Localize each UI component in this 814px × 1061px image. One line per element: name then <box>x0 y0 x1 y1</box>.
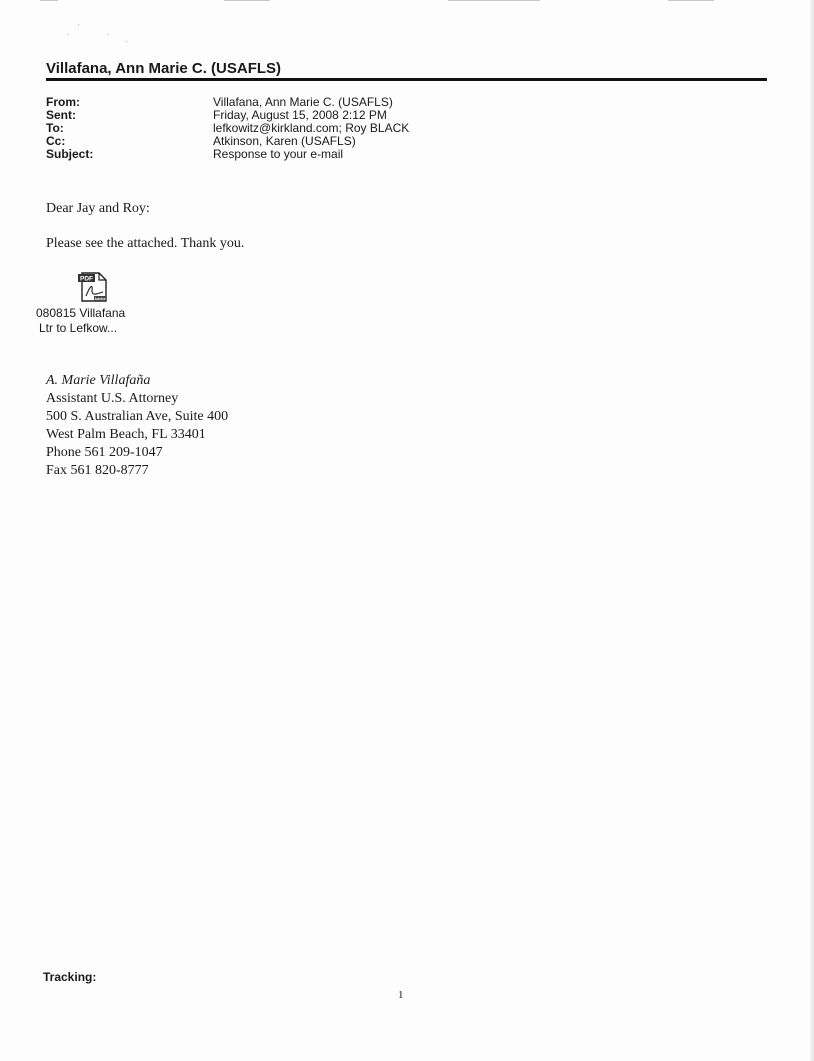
cc-value: Atkinson, Karen (USAFLS) <box>213 134 356 148</box>
cc-label: Cc: <box>46 134 66 148</box>
to-label: To: <box>46 121 64 135</box>
page-number: 1 <box>398 989 404 1001</box>
email-greeting: Dear Jay and Roy: <box>46 201 150 216</box>
pdf-caption-text: Adobe <box>94 297 106 301</box>
sent-label: Sent: <box>46 108 76 122</box>
subject-label: Subject: <box>46 147 94 161</box>
header-values <box>213 96 409 161</box>
attachment-name[interactable] <box>36 306 125 336</box>
pdf-file-icon <box>77 270 111 304</box>
scan-speck <box>108 34 109 35</box>
title-divider <box>46 78 767 81</box>
attachment-name-line2: Ltr to Lefkow... <box>39 321 118 335</box>
signature-role: Assistant U.S. Attorney <box>46 391 179 406</box>
signature-block <box>46 372 228 480</box>
scan-mark <box>40 0 58 1</box>
scan-mark <box>448 0 540 1</box>
signature-address-line1: 500 S. Australian Ave, Suite 400 <box>46 409 229 424</box>
email-title: Villafana, Ann Marie C. (USAFLS) <box>46 60 282 77</box>
to-value: lefkowitz@kirkland.com; Roy BLACK <box>213 121 410 135</box>
tracking-label: Tracking: <box>43 970 97 984</box>
from-value: Villafana, Ann Marie C. (USAFLS) <box>213 95 393 109</box>
pdf-badge-text: PDF <box>80 275 93 283</box>
scan-speck <box>78 24 79 25</box>
signature-name: A. Marie Villafaña <box>46 373 151 388</box>
scan-speck <box>68 34 69 35</box>
subject-value: Response to your e-mail <box>213 147 344 161</box>
scan-mark <box>668 0 714 1</box>
header-labels <box>46 96 93 161</box>
email-message: Please see the attached. Thank you. <box>46 236 245 251</box>
sent-value: Friday, August 15, 2008 2:12 PM <box>213 108 387 122</box>
from-label: From: <box>46 95 80 109</box>
signature-fax: Fax 561 820-8777 <box>46 463 149 478</box>
scan-speck <box>126 41 127 42</box>
scan-mark <box>224 0 270 1</box>
attachment-name-line1: 080815 Villafana <box>36 306 126 320</box>
signature-phone: Phone 561 209-1047 <box>46 445 163 460</box>
signature-address-line2: West Palm Beach, FL 33401 <box>46 427 206 442</box>
scan-edge <box>810 0 814 1061</box>
